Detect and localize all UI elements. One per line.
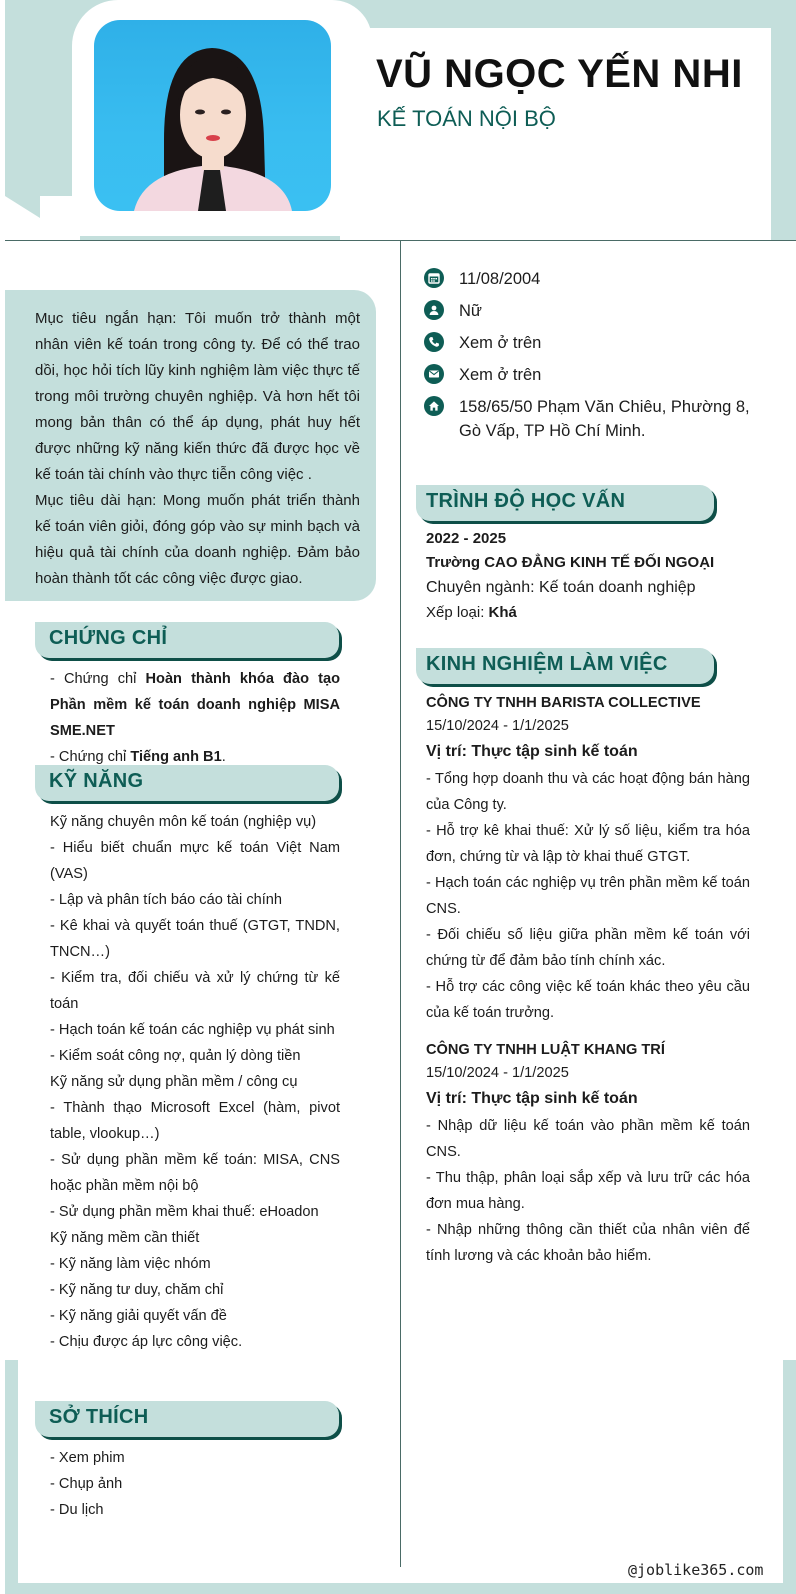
job-task: - Thu thập, phân loại sắp xếp và lưu trữ các hóa đơn mua hàng.	[426, 1170, 750, 1212]
skill-line: - Kê khai và quyết toán thuế (GTGT, TNDN, TNCN…)	[50, 918, 340, 960]
education-major: Chuyên ngành: Kế toán doanh nghiệp	[426, 579, 696, 596]
profile-photo-illustration	[94, 20, 331, 211]
photo-card-corner	[5, 196, 75, 240]
job-task: - Đối chiếu số liệu giữa phần mềm kế toán với chứng từ để đảm bảo tính chính xác.	[426, 927, 750, 969]
phone-icon	[424, 332, 444, 352]
contact-email	[424, 363, 769, 387]
certificates-list	[50, 666, 340, 770]
skill-line: - Kiểm tra, đối chiếu và xử lý chứng từ kế toán	[50, 970, 340, 1012]
address-value: 158/65/50 Phạm Văn Chiêu, Phường 8, Gò Vấp, TP Hồ Chí Minh.	[459, 398, 750, 440]
calendar-icon	[424, 268, 444, 288]
gender-value: Nữ	[459, 302, 482, 320]
user-icon	[424, 300, 444, 320]
skill-line: - Sử dụng phần mềm kế toán: MISA, CNS hoặc phần mềm nội bộ	[50, 1152, 340, 1194]
job-position: Vị trí: Thực tập sinh kế toán	[426, 1090, 638, 1107]
career-objective	[5, 290, 376, 601]
skill-line: - Sử dụng phần mềm khai thuế: eHoadon	[50, 1204, 319, 1220]
profile-photo	[94, 20, 331, 211]
experience-job-1	[426, 692, 750, 1026]
skill-line: - Lập và phân tích báo cáo tài chính	[50, 892, 283, 908]
mail-icon	[424, 364, 444, 384]
certificates-heading	[35, 622, 339, 658]
contact-address	[424, 395, 769, 443]
email-value: Xem ở trên	[459, 366, 542, 384]
skill-line: Kỹ năng chuyên môn kế toán (nghiệp vụ)	[50, 814, 317, 830]
hobbies-heading-text: SỞ THÍCH	[49, 1406, 149, 1428]
skill-line: - Kỹ năng tư duy, chăm chỉ	[50, 1282, 224, 1298]
skill-line: - Hiểu biết chuẩn mực kế toán Việt Nam (VAS)	[50, 840, 340, 882]
experience-job-2	[426, 1039, 750, 1269]
education-heading-text: TRÌNH ĐỘ HỌC VẤN	[426, 490, 626, 512]
skill-line: - Hạch toán kế toán các nghiệp vụ phát sinh	[50, 1022, 335, 1038]
contact-birthday	[424, 267, 769, 291]
certificate-item: - Chứng chỉ Tiếng anh B1.	[50, 749, 226, 765]
watermark: @joblike365.com	[628, 1561, 764, 1579]
long-term-objective: Mục tiêu dài hạn: Mong muốn phát triển thành kế toán viên giỏi, đóng góp vào sự minh bạch và hiệu quả tài chính của doanh nghiệp. Đảm bảo hoàn thành tốt các công việc được giao.	[35, 492, 360, 587]
phone-value: Xem ở trên	[459, 334, 542, 352]
job-task: - Hạch toán các nghiệp vụ trên phần mềm kế toán CNS.	[426, 875, 750, 917]
certificates-heading-text: CHỨNG CHỈ	[49, 627, 168, 649]
skill-line: - Kỹ năng làm việc nhóm	[50, 1256, 211, 1272]
experience-heading	[416, 648, 714, 684]
certificate-item: - Chứng chỉ Hoàn thành khóa đào tạo Phần mềm kế toán doanh nghiệp MISA SME.NET	[50, 671, 340, 739]
column-divider	[400, 241, 401, 1567]
contact-gender	[424, 299, 769, 323]
job-company: CÔNG TY TNHH BARISTA COLLECTIVE	[426, 695, 701, 711]
education-heading	[416, 485, 714, 521]
job-task: - Nhập những thông cần thiết của nhân viên để tính lương và các khoản bảo hiểm.	[426, 1222, 750, 1264]
skills-heading	[35, 765, 339, 801]
frame-left-bottom	[5, 1360, 18, 1594]
home-icon	[424, 396, 444, 416]
hobby-item: - Xem phim	[50, 1450, 125, 1466]
short-term-objective: Mục tiêu ngắn hạn: Tôi muốn trở thành một nhân viên kế toán trong công ty. Để có thể trao dồi, học hỏi tích lũy kinh nghiệm làm việc thực tế trong môi trường chuyên nghiệp. Và hơn hết tôi mong bản thân có thể áp dụng, phát huy hết được những kỹ năng kiến thức đã được học về kế toán tài chính vào thực tiễn công việc .	[35, 310, 360, 483]
frame-right-bottom	[783, 1360, 796, 1594]
certificate-name: Tiếng anh B1	[130, 749, 222, 765]
contact-phone	[424, 331, 769, 355]
skills-heading-text: KỸ NĂNG	[49, 770, 144, 792]
education-period: 2022 - 2025	[426, 530, 507, 547]
experience-heading-text: KINH NGHIỆM LÀM VIỆC	[426, 653, 668, 675]
hobbies-list	[50, 1445, 340, 1523]
job-company: CÔNG TY TNHH LUẬT KHANG TRÍ	[426, 1042, 665, 1058]
hobby-item: - Du lịch	[50, 1502, 104, 1518]
certificate-name: Hoàn thành khóa đào tạo Phần mềm kế toán doanh nghiệp MISA SME.NET	[50, 671, 340, 739]
skill-line: Kỹ năng sử dụng phần mềm / công cụ	[50, 1074, 298, 1090]
job-task: - Hỗ trợ kê khai thuế: Xử lý số liệu, kiểm tra hóa đơn, chứng từ và lập tờ khai thuế GTGT.	[426, 823, 750, 865]
candidate-name: VŨ NGỌC YẾN NHI	[376, 52, 743, 96]
skill-line: - Kiểm soát công nợ, quản lý dòng tiền	[50, 1048, 301, 1064]
candidate-job-title: KẾ TOÁN NỘI BỘ	[377, 106, 556, 131]
job-period: 15/10/2024 - 1/1/2025	[426, 718, 569, 734]
birthday-value: 11/08/2004	[459, 270, 541, 288]
job-task: - Tổng hợp doanh thu và các hoạt động bán hàng của Công ty.	[426, 771, 750, 813]
education-block	[426, 527, 750, 625]
education-rank-value: Khá	[488, 604, 517, 621]
skill-line: Kỹ năng mềm cần thiết	[50, 1230, 200, 1246]
job-task: - Hỗ trợ các công việc kế toán khác theo yêu cầu của kế toán trưởng.	[426, 979, 750, 1021]
skill-line: - Chịu được áp lực công việc.	[50, 1334, 243, 1350]
education-rank: Xếp loại: Khá	[426, 604, 517, 621]
job-task: - Nhập dữ liệu kế toán vào phần mềm kế toán CNS.	[426, 1118, 750, 1160]
skills-list	[50, 809, 340, 1355]
frame-bottom	[5, 1583, 796, 1594]
skill-line: - Thành thạo Microsoft Excel (hàm, pivot table, vlookup…)	[50, 1100, 340, 1142]
education-school: Trường CAO ĐẲNG KINH TẾ ĐỐI NGOẠI	[426, 554, 715, 571]
skill-line: - Kỹ năng giải quyết vấn đề	[50, 1308, 227, 1324]
job-position: Vị trí: Thực tập sinh kế toán	[426, 743, 638, 760]
job-period: 15/10/2024 - 1/1/2025	[426, 1065, 569, 1081]
hobbies-heading	[35, 1401, 339, 1437]
hobby-item: - Chụp ảnh	[50, 1476, 123, 1492]
